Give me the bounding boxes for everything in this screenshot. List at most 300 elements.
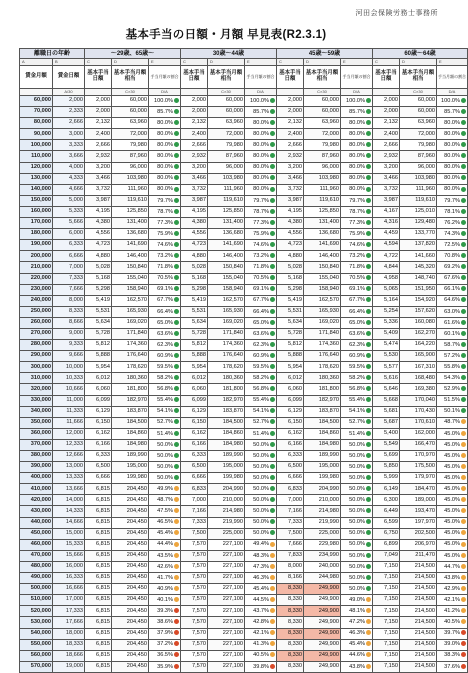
benefit-month-cell: 249,900 bbox=[304, 639, 341, 650]
rate-value: 49.9% bbox=[157, 486, 174, 493]
rate-cell bbox=[149, 262, 181, 273]
benefit-month-cell: 96,000 bbox=[112, 162, 149, 173]
wage-day-cell: 4,666 bbox=[53, 184, 85, 195]
rate-value: 65.0% bbox=[157, 319, 174, 326]
benefit-month-cell: 180,360 bbox=[304, 373, 341, 384]
rate-cell bbox=[149, 328, 181, 339]
wage-day-cell: 14,333 bbox=[53, 506, 85, 517]
table-row bbox=[20, 173, 468, 184]
status-dot-icon bbox=[366, 353, 371, 358]
status-dot-icon bbox=[174, 198, 179, 203]
status-dot-icon bbox=[366, 475, 371, 480]
rate-value: 46.3% bbox=[253, 574, 270, 581]
rate-cell bbox=[245, 428, 277, 439]
rate-cell bbox=[245, 362, 277, 373]
status-dot-icon bbox=[174, 142, 179, 147]
status-dot-icon bbox=[270, 464, 275, 469]
table-row bbox=[20, 439, 468, 450]
wage-month-cell: 180,000 bbox=[20, 229, 53, 240]
rate-value: 85.7% bbox=[444, 108, 461, 115]
rate-cell bbox=[149, 251, 181, 262]
status-dot-icon bbox=[270, 497, 275, 502]
wage-day-cell: 14,000 bbox=[53, 495, 85, 506]
benefit-month-cell: 168,480 bbox=[400, 373, 437, 384]
rate-cell bbox=[341, 473, 373, 484]
status-dot-icon bbox=[366, 586, 371, 591]
status-dot-icon bbox=[270, 309, 275, 314]
benefit-month-cell: 148,740 bbox=[400, 273, 437, 284]
wage-month-cell: 140,000 bbox=[20, 184, 53, 195]
benefit-day-cell: 6,815 bbox=[85, 661, 112, 672]
wage-month-cell: 440,000 bbox=[20, 517, 53, 528]
benefit-day-cell: 5,812 bbox=[85, 340, 112, 351]
status-dot-icon bbox=[366, 608, 371, 613]
rate-cell bbox=[245, 184, 277, 195]
rate-value: 58.2% bbox=[157, 375, 174, 382]
rate-cell bbox=[437, 284, 468, 295]
benefit-month-cell: 204,450 bbox=[112, 506, 149, 517]
rate-cell bbox=[437, 384, 468, 395]
benefit-day-cell: 5,699 bbox=[373, 451, 400, 462]
benefit-month-cell: 96,000 bbox=[208, 162, 245, 173]
benefit-day-cell: 5,168 bbox=[277, 273, 304, 284]
status-dot-icon bbox=[461, 98, 466, 103]
rate-cell bbox=[341, 151, 373, 162]
status-dot-icon bbox=[461, 431, 466, 436]
rate-value: 70.5% bbox=[253, 275, 270, 282]
rate-cell bbox=[341, 561, 373, 572]
benefit-day-cell: 7,150 bbox=[373, 573, 400, 584]
benefit-day-cell: 4,958 bbox=[373, 273, 400, 284]
benefit-month-cell: 111,960 bbox=[400, 184, 437, 195]
benefit-month-cell: 170,970 bbox=[400, 451, 437, 462]
benefit-month-cell: 158,940 bbox=[304, 284, 341, 295]
rate-cell bbox=[437, 295, 468, 306]
rate-value: 59.5% bbox=[253, 363, 270, 370]
wage-day-cell: 9,666 bbox=[53, 351, 85, 362]
benefit-day-cell: 6,815 bbox=[85, 506, 112, 517]
benefit-day-cell: 7,150 bbox=[373, 650, 400, 661]
table-row bbox=[20, 384, 468, 395]
age-group-row bbox=[20, 49, 468, 59]
benefit-month-cell: 227,100 bbox=[208, 617, 245, 628]
rate-cell bbox=[245, 417, 277, 428]
benefit-day-cell: 4,380 bbox=[85, 218, 112, 229]
benefit-day-cell: 6,815 bbox=[85, 584, 112, 595]
rate-cell bbox=[341, 206, 373, 217]
header-benefit-month: 基本手当月額相当 bbox=[304, 66, 341, 89]
status-dot-icon bbox=[366, 652, 371, 657]
benefit-month-cell: 146,400 bbox=[208, 251, 245, 262]
status-dot-icon bbox=[270, 320, 275, 325]
status-dot-icon bbox=[270, 408, 275, 413]
rate-value: 43.8% bbox=[349, 663, 366, 670]
benefit-day-cell: 5,065 bbox=[373, 284, 400, 295]
benefit-day-cell: 4,844 bbox=[373, 262, 400, 273]
benefit-month-cell: 103,980 bbox=[112, 173, 149, 184]
benefit-month-cell: 199,980 bbox=[304, 473, 341, 484]
benefit-month-cell: 146,400 bbox=[304, 251, 341, 262]
formula-cell: C×30 bbox=[400, 89, 437, 96]
benefit-day-cell: 4,380 bbox=[277, 218, 304, 229]
benefit-month-cell: 181,800 bbox=[208, 384, 245, 395]
rate-cell bbox=[437, 96, 468, 107]
table-row bbox=[20, 129, 468, 140]
benefit-month-cell: 125,850 bbox=[208, 206, 245, 217]
rate-value: 44.5% bbox=[253, 596, 270, 603]
table-row bbox=[20, 428, 468, 439]
benefit-day-cell: 7,570 bbox=[181, 628, 208, 639]
rate-cell bbox=[341, 539, 373, 550]
benefit-month-cell: 184,860 bbox=[304, 428, 341, 439]
age-group-d: 60歳～64歳 bbox=[373, 49, 468, 59]
status-dot-icon bbox=[270, 286, 275, 291]
rate-value: 73.2% bbox=[157, 253, 174, 260]
benefit-day-cell: 8,166 bbox=[277, 573, 304, 584]
benefit-month-cell: 227,100 bbox=[208, 539, 245, 550]
status-dot-icon bbox=[366, 142, 371, 147]
formula-cell: A/30 bbox=[53, 89, 85, 96]
wage-day-cell: 6,333 bbox=[53, 240, 85, 251]
benefit-month-cell: 174,360 bbox=[112, 340, 149, 351]
rate-value: 48.1% bbox=[349, 608, 366, 615]
benefit-month-cell: 169,020 bbox=[208, 317, 245, 328]
rate-value: 58.2% bbox=[349, 375, 366, 382]
rate-cell bbox=[437, 506, 468, 517]
benefit-table bbox=[19, 48, 468, 673]
benefit-day-cell: 8,330 bbox=[277, 584, 304, 595]
rate-value: 41.3% bbox=[253, 641, 270, 648]
benefit-day-cell: 6,166 bbox=[181, 439, 208, 450]
status-dot-icon bbox=[270, 641, 275, 646]
benefit-day-cell: 6,300 bbox=[373, 495, 400, 506]
rate-cell bbox=[245, 639, 277, 650]
rate-value: 50.0% bbox=[157, 474, 174, 481]
rate-cell bbox=[341, 451, 373, 462]
rate-value: 58.7% bbox=[444, 341, 461, 348]
rate-value: 55.8% bbox=[444, 363, 461, 370]
rate-value: 62.3% bbox=[253, 341, 270, 348]
benefit-month-cell: 219,990 bbox=[208, 517, 245, 528]
status-dot-icon bbox=[174, 664, 179, 669]
status-dot-icon bbox=[461, 198, 466, 203]
benefit-day-cell: 6,815 bbox=[85, 606, 112, 617]
age-group-b: 30歳～44歳 bbox=[181, 49, 277, 59]
benefit-day-cell: 7,000 bbox=[277, 495, 304, 506]
benefit-day-cell: 2,932 bbox=[373, 151, 400, 162]
status-dot-icon bbox=[366, 442, 371, 447]
rate-cell bbox=[341, 218, 373, 229]
rate-cell bbox=[437, 606, 468, 617]
benefit-month-cell: 87,960 bbox=[400, 151, 437, 162]
benefit-month-cell: 131,400 bbox=[208, 218, 245, 229]
benefit-month-cell: 60,000 bbox=[304, 107, 341, 118]
wage-day-cell: 8,333 bbox=[53, 306, 85, 317]
benefit-month-cell: 103,980 bbox=[400, 173, 437, 184]
status-dot-icon bbox=[174, 309, 179, 314]
rate-value: 43.7% bbox=[253, 608, 270, 615]
status-dot-icon bbox=[461, 231, 466, 236]
rate-cell bbox=[245, 650, 277, 661]
table-row bbox=[20, 184, 468, 195]
rate-value: 67.7% bbox=[253, 297, 270, 304]
benefit-day-cell: 5,812 bbox=[181, 340, 208, 351]
rate-cell bbox=[149, 118, 181, 129]
status-dot-icon bbox=[270, 597, 275, 602]
status-dot-icon bbox=[366, 575, 371, 580]
status-dot-icon bbox=[270, 297, 275, 302]
status-dot-icon bbox=[366, 286, 371, 291]
benefit-month-cell: 151,950 bbox=[400, 284, 437, 295]
benefit-month-cell: 87,960 bbox=[112, 151, 149, 162]
rate-value: 80.0% bbox=[253, 175, 270, 182]
benefit-day-cell: 7,570 bbox=[181, 639, 208, 650]
rate-value: 45.0% bbox=[444, 430, 461, 437]
benefit-day-cell: 5,419 bbox=[181, 295, 208, 306]
table-row bbox=[20, 262, 468, 273]
status-dot-icon bbox=[461, 153, 466, 158]
rate-value: 42.6% bbox=[157, 563, 174, 570]
rate-cell bbox=[341, 173, 373, 184]
benefit-month-cell: 204,450 bbox=[112, 484, 149, 495]
benefit-month-cell: 227,100 bbox=[208, 650, 245, 661]
status-dot-icon bbox=[366, 564, 371, 569]
benefit-month-cell: 154,920 bbox=[400, 295, 437, 306]
rate-value: 62.3% bbox=[349, 341, 366, 348]
rate-value: 79.7% bbox=[444, 197, 461, 204]
rate-cell bbox=[149, 439, 181, 450]
benefit-day-cell: 6,449 bbox=[373, 506, 400, 517]
rate-value: 51.4% bbox=[253, 430, 270, 437]
header-benefit-month: 基本手当月額相当 bbox=[112, 66, 149, 89]
benefit-day-cell: 6,815 bbox=[85, 573, 112, 584]
benefit-day-cell: 7,570 bbox=[181, 595, 208, 606]
wage-day-cell: 11,666 bbox=[53, 417, 85, 428]
table-body bbox=[20, 96, 468, 673]
status-dot-icon bbox=[461, 397, 466, 402]
rate-cell bbox=[437, 517, 468, 528]
rate-cell bbox=[149, 306, 181, 317]
benefit-day-cell: 4,195 bbox=[277, 206, 304, 217]
rate-value: 54.1% bbox=[253, 408, 270, 415]
rate-value: 50.0% bbox=[157, 452, 174, 459]
rate-value: 55.4% bbox=[157, 397, 174, 404]
benefit-day-cell: 6,500 bbox=[85, 462, 112, 473]
rate-cell bbox=[245, 295, 277, 306]
benefit-day-cell: 5,028 bbox=[277, 262, 304, 273]
rate-value: 45.4% bbox=[157, 530, 174, 537]
table-row bbox=[20, 451, 468, 462]
rate-value: 39.7% bbox=[444, 630, 461, 637]
benefit-day-cell: 6,666 bbox=[181, 473, 208, 484]
status-dot-icon bbox=[461, 209, 466, 214]
rate-cell bbox=[149, 506, 181, 517]
table-row bbox=[20, 628, 468, 639]
wage-day-cell: 18,000 bbox=[53, 628, 85, 639]
rate-cell bbox=[437, 251, 468, 262]
status-dot-icon bbox=[174, 553, 179, 558]
rate-cell bbox=[341, 550, 373, 561]
benefit-day-cell: 5,531 bbox=[277, 306, 304, 317]
benefit-day-cell: 5,634 bbox=[85, 317, 112, 328]
benefit-day-cell: 2,932 bbox=[85, 151, 112, 162]
formula-cell: C×30 bbox=[208, 89, 245, 96]
status-dot-icon bbox=[366, 408, 371, 413]
benefit-day-cell: 7,570 bbox=[181, 617, 208, 628]
benefit-day-cell: 6,012 bbox=[85, 373, 112, 384]
status-dot-icon bbox=[366, 431, 371, 436]
column-letter: C bbox=[85, 59, 112, 66]
status-dot-icon bbox=[174, 608, 179, 613]
rate-value: 80.0% bbox=[349, 131, 366, 138]
rate-cell bbox=[341, 328, 373, 339]
benefit-month-cell: 204,450 bbox=[112, 561, 149, 572]
benefit-day-cell: 6,815 bbox=[85, 639, 112, 650]
rate-value: 80.0% bbox=[157, 131, 174, 138]
benefit-month-cell: 72,000 bbox=[112, 129, 149, 140]
rate-value: 74.6% bbox=[349, 241, 366, 248]
table-row bbox=[20, 606, 468, 617]
status-dot-icon bbox=[461, 608, 466, 613]
rate-value: 51.4% bbox=[349, 430, 366, 437]
rate-value: 59.5% bbox=[157, 363, 174, 370]
rate-cell bbox=[245, 328, 277, 339]
rate-value: 56.8% bbox=[157, 386, 174, 393]
wage-month-cell: 540,000 bbox=[20, 628, 53, 639]
rate-value: 35.9% bbox=[157, 663, 174, 670]
status-dot-icon bbox=[461, 242, 466, 247]
rate-cell bbox=[245, 218, 277, 229]
status-dot-icon bbox=[461, 553, 466, 558]
rate-cell bbox=[245, 317, 277, 328]
rate-cell bbox=[245, 573, 277, 584]
status-dot-icon bbox=[174, 586, 179, 591]
status-dot-icon bbox=[366, 375, 371, 380]
rate-cell bbox=[245, 107, 277, 118]
benefit-day-cell: 2,000 bbox=[181, 96, 208, 107]
rate-value: 59.5% bbox=[349, 363, 366, 370]
status-dot-icon bbox=[461, 253, 466, 258]
status-dot-icon bbox=[174, 519, 179, 524]
benefit-day-cell: 7,570 bbox=[181, 661, 208, 672]
benefit-day-cell: 2,666 bbox=[373, 140, 400, 151]
benefit-day-cell: 5,616 bbox=[373, 373, 400, 384]
status-dot-icon bbox=[174, 497, 179, 502]
rate-value: 65.0% bbox=[349, 319, 366, 326]
benefit-day-cell: 5,812 bbox=[277, 340, 304, 351]
wage-month-cell: 330,000 bbox=[20, 395, 53, 406]
benefit-day-cell: 2,000 bbox=[85, 96, 112, 107]
benefit-day-cell: 6,899 bbox=[373, 539, 400, 550]
status-dot-icon bbox=[461, 442, 466, 447]
benefit-month-cell: 195,000 bbox=[304, 462, 341, 473]
wage-day-cell: 8,666 bbox=[53, 317, 85, 328]
benefit-day-cell: 7,166 bbox=[181, 506, 208, 517]
benefit-month-cell: 141,690 bbox=[304, 240, 341, 251]
rate-value: 80.0% bbox=[157, 153, 174, 160]
status-dot-icon bbox=[270, 564, 275, 569]
benefit-month-cell: 195,000 bbox=[112, 462, 149, 473]
rate-cell bbox=[341, 107, 373, 118]
status-dot-icon bbox=[366, 597, 371, 602]
rate-cell bbox=[341, 362, 373, 373]
status-dot-icon bbox=[174, 464, 179, 469]
benefit-month-cell: 214,500 bbox=[400, 650, 437, 661]
status-dot-icon bbox=[270, 664, 275, 669]
benefit-month-cell: 184,500 bbox=[208, 417, 245, 428]
rate-cell bbox=[245, 262, 277, 273]
rate-value: 45.0% bbox=[444, 486, 461, 493]
status-dot-icon bbox=[366, 131, 371, 136]
benefit-month-cell: 87,960 bbox=[208, 151, 245, 162]
rate-cell bbox=[245, 351, 277, 362]
status-dot-icon bbox=[366, 297, 371, 302]
rate-value: 42.8% bbox=[253, 619, 270, 626]
rate-value: 67.7% bbox=[349, 297, 366, 304]
wage-day-cell: 13,666 bbox=[53, 484, 85, 495]
wage-day-cell: 18,333 bbox=[53, 639, 85, 650]
benefit-month-cell: 210,000 bbox=[304, 495, 341, 506]
rate-value: 50.0% bbox=[253, 441, 270, 448]
header-benefit-day: 基本手当日額 bbox=[373, 66, 400, 89]
rate-cell bbox=[437, 373, 468, 384]
wage-month-cell: 80,000 bbox=[20, 118, 53, 129]
status-dot-icon bbox=[461, 275, 466, 280]
rate-value: 56.8% bbox=[253, 386, 270, 393]
status-dot-icon bbox=[174, 408, 179, 413]
wage-day-cell: 15,000 bbox=[53, 528, 85, 539]
rate-cell bbox=[341, 606, 373, 617]
column-header-row bbox=[20, 66, 468, 89]
status-dot-icon bbox=[461, 131, 466, 136]
table-row bbox=[20, 273, 468, 284]
wage-day-cell: 4,000 bbox=[53, 162, 85, 173]
benefit-day-cell: 5,419 bbox=[277, 295, 304, 306]
status-dot-icon bbox=[174, 630, 179, 635]
rate-value: 100.0% bbox=[441, 97, 461, 104]
table-row bbox=[20, 462, 468, 473]
column-letter: E bbox=[341, 59, 373, 66]
benefit-month-cell: 165,900 bbox=[400, 351, 437, 362]
benefit-day-cell: 6,099 bbox=[277, 395, 304, 406]
benefit-day-cell: 3,987 bbox=[181, 195, 208, 206]
column-letter: E bbox=[437, 59, 468, 66]
benefit-day-cell: 6,060 bbox=[181, 384, 208, 395]
benefit-month-cell: 249,900 bbox=[304, 584, 341, 595]
status-dot-icon bbox=[270, 530, 275, 535]
benefit-day-cell: 5,028 bbox=[181, 262, 208, 273]
benefit-month-cell: 87,960 bbox=[304, 151, 341, 162]
status-dot-icon bbox=[270, 619, 275, 624]
status-dot-icon bbox=[174, 375, 179, 380]
benefit-month-cell: 189,990 bbox=[208, 451, 245, 462]
rate-value: 80.0% bbox=[253, 153, 270, 160]
wage-month-cell: 70,000 bbox=[20, 107, 53, 118]
status-dot-icon bbox=[270, 131, 275, 136]
status-dot-icon bbox=[366, 342, 371, 347]
benefit-month-cell: 63,960 bbox=[400, 118, 437, 129]
rate-value: 67.6% bbox=[444, 275, 461, 282]
rate-value: 78.7% bbox=[253, 208, 270, 215]
benefit-day-cell: 5,409 bbox=[373, 328, 400, 339]
table-row bbox=[20, 417, 468, 428]
benefit-month-cell: 63,960 bbox=[208, 118, 245, 129]
status-dot-icon bbox=[461, 286, 466, 291]
status-dot-icon bbox=[270, 486, 275, 491]
column-letter: C bbox=[181, 59, 208, 66]
benefit-day-cell: 6,833 bbox=[277, 484, 304, 495]
benefit-day-cell: 7,150 bbox=[373, 661, 400, 672]
